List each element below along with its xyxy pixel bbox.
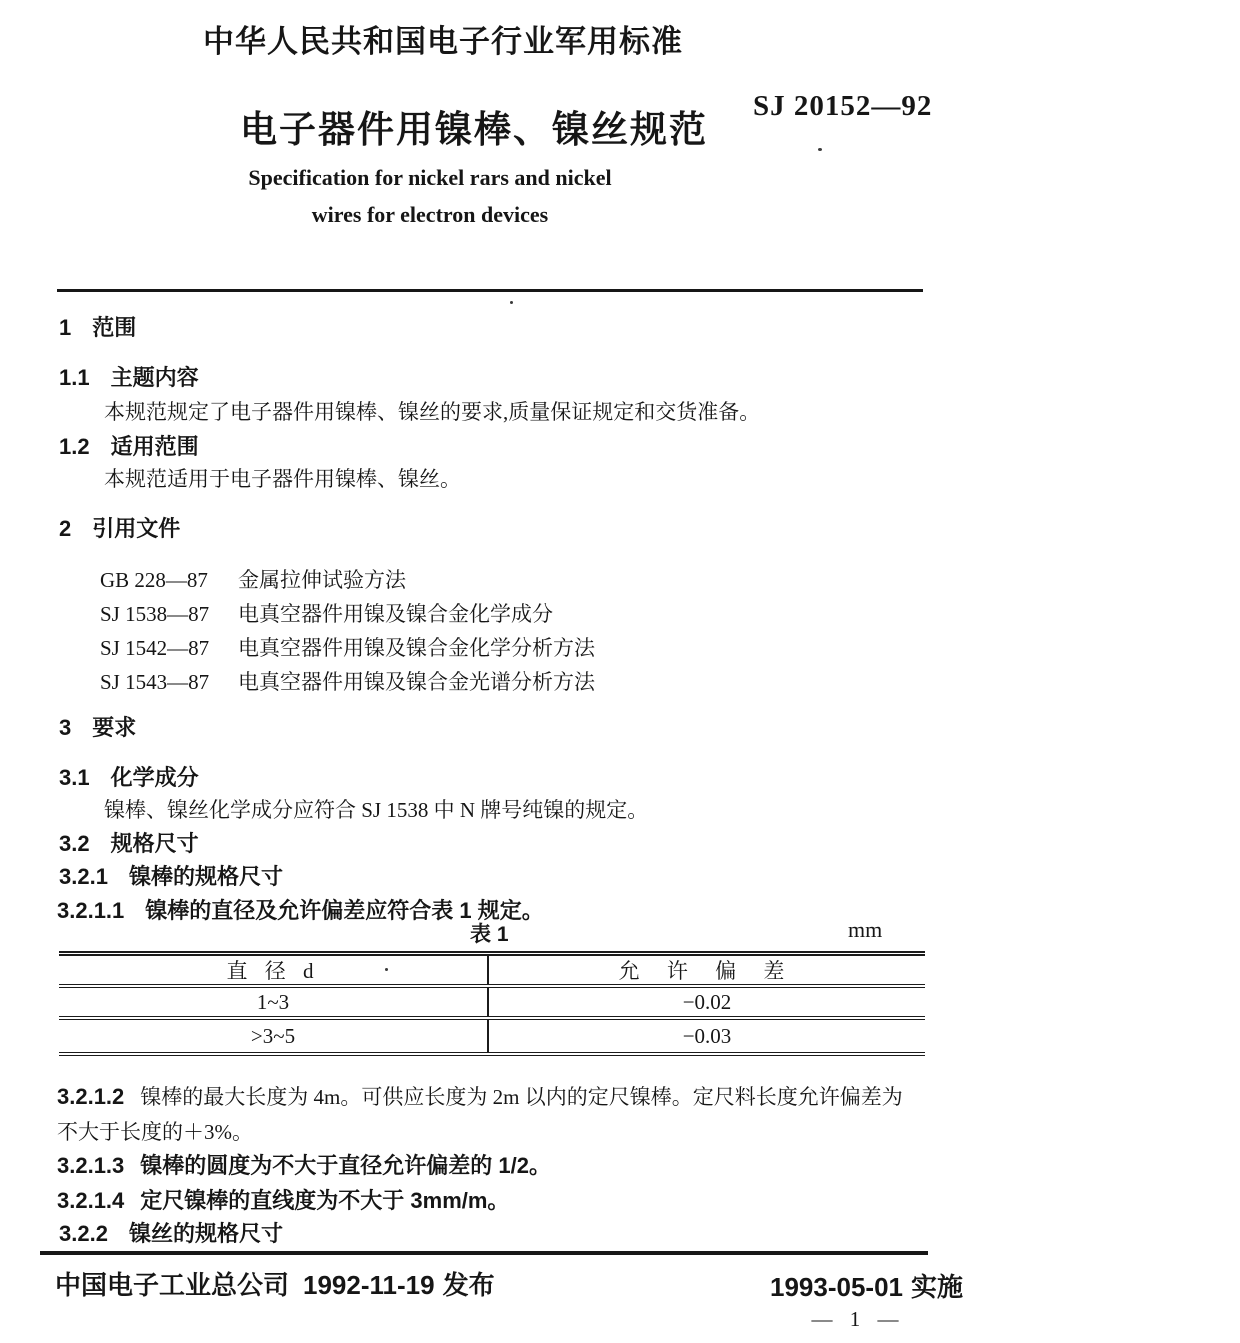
document-title-cn: 电子器件用镍棒、镍丝规范 bbox=[240, 109, 708, 150]
section-number: 3.2.1.2 bbox=[57, 1084, 125, 1109]
reference-item bbox=[100, 564, 406, 594]
section-number: 2 bbox=[59, 516, 72, 541]
section-1-2-body: 本规范适用于电子器件用镍棒、镍丝。 bbox=[104, 467, 461, 491]
section-title: 化学成分 bbox=[110, 765, 199, 790]
standard-class-title: 中华人民共和国电子行业军用标准 bbox=[203, 24, 683, 59]
section-title: 主题内容 bbox=[110, 365, 199, 390]
reference-code: SJ 1542—87 bbox=[100, 636, 210, 660]
scan-speck bbox=[510, 301, 513, 304]
footer-divider-rule bbox=[40, 1251, 928, 1255]
scan-speck bbox=[818, 148, 822, 151]
section-3-2-1-2-body-line1 bbox=[57, 1081, 903, 1111]
table-header-row bbox=[59, 956, 925, 988]
section-title: 镍棒的圆度为不大于直径允许偏差的 1/2。 bbox=[140, 1153, 551, 1178]
section-title: 规格尺寸 bbox=[110, 831, 199, 856]
document-title-en-line1: Specification for nickel rars and nickel bbox=[248, 165, 612, 190]
section-title: 要求 bbox=[92, 715, 137, 740]
scan-speck bbox=[385, 968, 388, 971]
section-number: 1.2 bbox=[59, 434, 90, 459]
cell-tolerance: −0.03 bbox=[682, 1023, 732, 1048]
section-title: 镍棒的规格尺寸 bbox=[128, 864, 283, 889]
section-title: 定尺镍棒的直线度为不大于 3mm/m。 bbox=[140, 1188, 510, 1213]
section-number: 1 bbox=[59, 315, 72, 340]
section-1-1-body: 本规范规定了电子器件用镍棒、镍丝的要求,质量保证规定和交货准备。 bbox=[104, 400, 761, 424]
document-title-en-line2: wires for electron devices bbox=[311, 202, 549, 227]
section-body-text: 镍棒的最大长度为 4m。可供应长度为 2m 以内的定尺镍棒。定尺料长度允许偏差为 bbox=[140, 1085, 903, 1109]
reference-item bbox=[100, 632, 595, 662]
reference-code: GB 228—87 bbox=[100, 568, 208, 592]
reference-title: 电真空器件用镍及镍合金化学分析方法 bbox=[238, 636, 595, 660]
section-number: 3.2.1.3 bbox=[57, 1153, 125, 1178]
reference-item bbox=[100, 666, 595, 696]
issue-date: 1992-11-19 bbox=[303, 1270, 435, 1300]
column-header-tolerance: 允 许 偏 差 bbox=[618, 959, 796, 983]
section-title: 引用文件 bbox=[92, 516, 181, 541]
standard-number: SJ 20152—92 bbox=[753, 90, 933, 122]
footer-implementation-line bbox=[770, 1267, 963, 1304]
section-1-heading bbox=[59, 311, 136, 342]
cell-diameter: 1~3 bbox=[59, 988, 489, 1016]
section-number: 3.2.2 bbox=[59, 1221, 108, 1246]
section-number: 1.1 bbox=[59, 365, 90, 390]
section-number: 3 bbox=[59, 715, 72, 740]
implementation-label: 实施 bbox=[911, 1272, 964, 1302]
section-number: 3.1 bbox=[59, 765, 90, 790]
section-3-2-1-heading bbox=[59, 860, 283, 891]
section-3-2-1-3-heading bbox=[57, 1149, 551, 1180]
reference-code: SJ 1538—87 bbox=[100, 602, 210, 626]
reference-title: 金属拉伸试验方法 bbox=[238, 568, 406, 592]
footer-issuer-line bbox=[55, 1265, 495, 1302]
section-3-1-heading bbox=[59, 761, 199, 792]
reference-item bbox=[100, 598, 553, 628]
section-3-2-2-heading bbox=[59, 1217, 283, 1248]
issuer-name: 中国电子工业总公司 bbox=[55, 1270, 290, 1300]
section-3-1-body: 镍棒、镍丝化学成分应符合 SJ 1538 中 N 牌号纯镍的规定。 bbox=[104, 798, 649, 822]
section-3-2-1-4-heading bbox=[57, 1184, 509, 1215]
section-1-2-heading bbox=[59, 430, 199, 461]
table-row bbox=[59, 988, 925, 1020]
reference-title: 电真空器件用镍及镍合金光谱分析方法 bbox=[238, 670, 595, 694]
page-number: — 1 — bbox=[811, 1307, 899, 1331]
section-3-2-1-2-body-line2: 不大于长度的＋3%。 bbox=[57, 1120, 253, 1144]
section-1-1-heading bbox=[59, 361, 199, 392]
section-title: 范围 bbox=[92, 315, 137, 340]
section-title: 镍棒的直径及允许偏差应符合表 1 规定。 bbox=[145, 898, 544, 923]
table-caption: 表 1 bbox=[470, 923, 509, 946]
table-unit-label: mm bbox=[848, 917, 883, 942]
section-title: 镍丝的规格尺寸 bbox=[128, 1221, 283, 1246]
issue-label: 发布 bbox=[442, 1270, 495, 1300]
table-row bbox=[59, 1020, 925, 1052]
header-divider-rule bbox=[57, 289, 923, 292]
section-number: 3.2.1 bbox=[59, 864, 108, 889]
reference-title: 电真空器件用镍及镍合金化学成分 bbox=[238, 602, 553, 626]
section-2-heading bbox=[59, 512, 180, 543]
section-title: 适用范围 bbox=[110, 434, 199, 459]
section-3-2-heading bbox=[59, 827, 199, 858]
cell-diameter: >3~5 bbox=[59, 1020, 489, 1052]
reference-code: SJ 1543—87 bbox=[100, 670, 210, 694]
column-header-diameter: 直 径 d bbox=[59, 956, 489, 984]
implementation-date: 1993-05-01 bbox=[770, 1272, 903, 1302]
section-3-heading bbox=[59, 711, 136, 742]
table-1 bbox=[59, 951, 925, 1056]
section-number: 3.2.1.1 bbox=[57, 898, 125, 923]
cell-tolerance: −0.02 bbox=[682, 989, 732, 1014]
section-number: 3.2 bbox=[59, 831, 90, 856]
section-number: 3.2.1.4 bbox=[57, 1188, 125, 1213]
